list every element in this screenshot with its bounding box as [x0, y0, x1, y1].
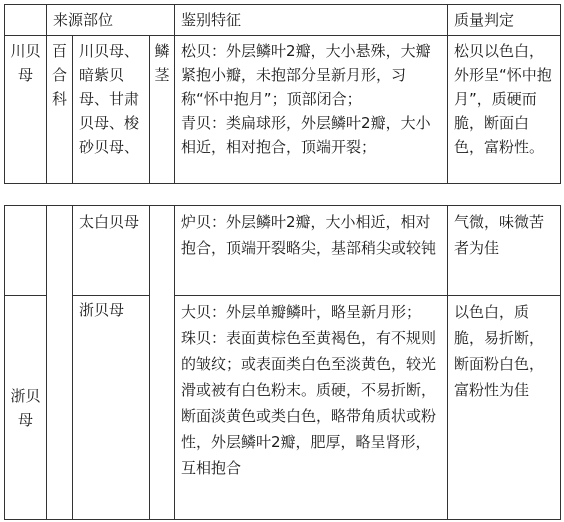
chuanbeimu-name: 川贝母: [5, 36, 47, 184]
zhebeimu-row: [5, 296, 561, 520]
chuanbeimu-table: [4, 4, 561, 184]
dabei-feature: 大贝：外层单瓣鳞叶，略呈新月形；: [181, 303, 422, 321]
songbei-feature: 松贝：外层鳞叶2瓣，大小悬殊，大瓣紧抱小瓣，未抱部分呈新月形，习称“怀中抱月”；顶部闭合；: [181, 42, 431, 108]
chuanbeimu-row: [5, 36, 561, 184]
zhebeimu-features: [175, 296, 448, 520]
zhubei-feature: 珠贝：表面黄棕色至黄褐色，有不规则的皱纹；或表面类白色至淡黄色，较光滑或被有白色粉末。质硬，不易折断，断面淡黄色或类白色，略带角质状或粉性，外层鳞叶2瓣，肥厚，略呈肾形，互相抱合: [181, 329, 437, 477]
header-blank-cell: [5, 5, 47, 36]
qingbei-feature: 青贝：类扁球形，外层鳞叶2瓣，大小相近，相对抱合，顶端开裂；: [181, 114, 431, 156]
zhebeimu-species: 浙贝母: [73, 296, 150, 520]
beimu-continued-table: [4, 205, 561, 520]
zhebeimu-quality: 以色白，质脆，易折断，断面粉白色，富粉性为佳: [448, 296, 561, 520]
header-source: 来源部位: [47, 5, 175, 36]
chuanbeimu-part: 鳞茎: [150, 36, 175, 184]
lubei-feature: 炉贝：外层鳞叶2瓣，大小相近，相对抱合，顶端开裂略尖，基部稍尖或较钝: [175, 206, 448, 296]
chuanbeimu-quality: 松贝以色白，外形呈“怀中抱月”，质硬而脆，断面白色，富粉性。: [448, 36, 561, 184]
blank-cell: [5, 206, 47, 296]
taibai-species: 太白贝母: [73, 206, 150, 296]
chuanbeimu-family: 百合科: [47, 36, 73, 184]
header-row: [5, 5, 561, 36]
header-features: 鉴别特征: [175, 5, 448, 36]
taibai-quality: 气微，味微苦者为佳: [448, 206, 561, 296]
chuanbeimu-features: [175, 36, 448, 184]
taibai-row: [5, 206, 561, 296]
zhebeimu-name: 浙贝母: [5, 296, 47, 520]
part-blank-cell: [150, 206, 175, 520]
header-quality: 质量判定: [448, 5, 561, 36]
family-blank-cell: [47, 206, 73, 520]
chuanbeimu-species: 川贝母、暗紫贝母、甘肃贝母、梭砂贝母、: [73, 36, 150, 184]
